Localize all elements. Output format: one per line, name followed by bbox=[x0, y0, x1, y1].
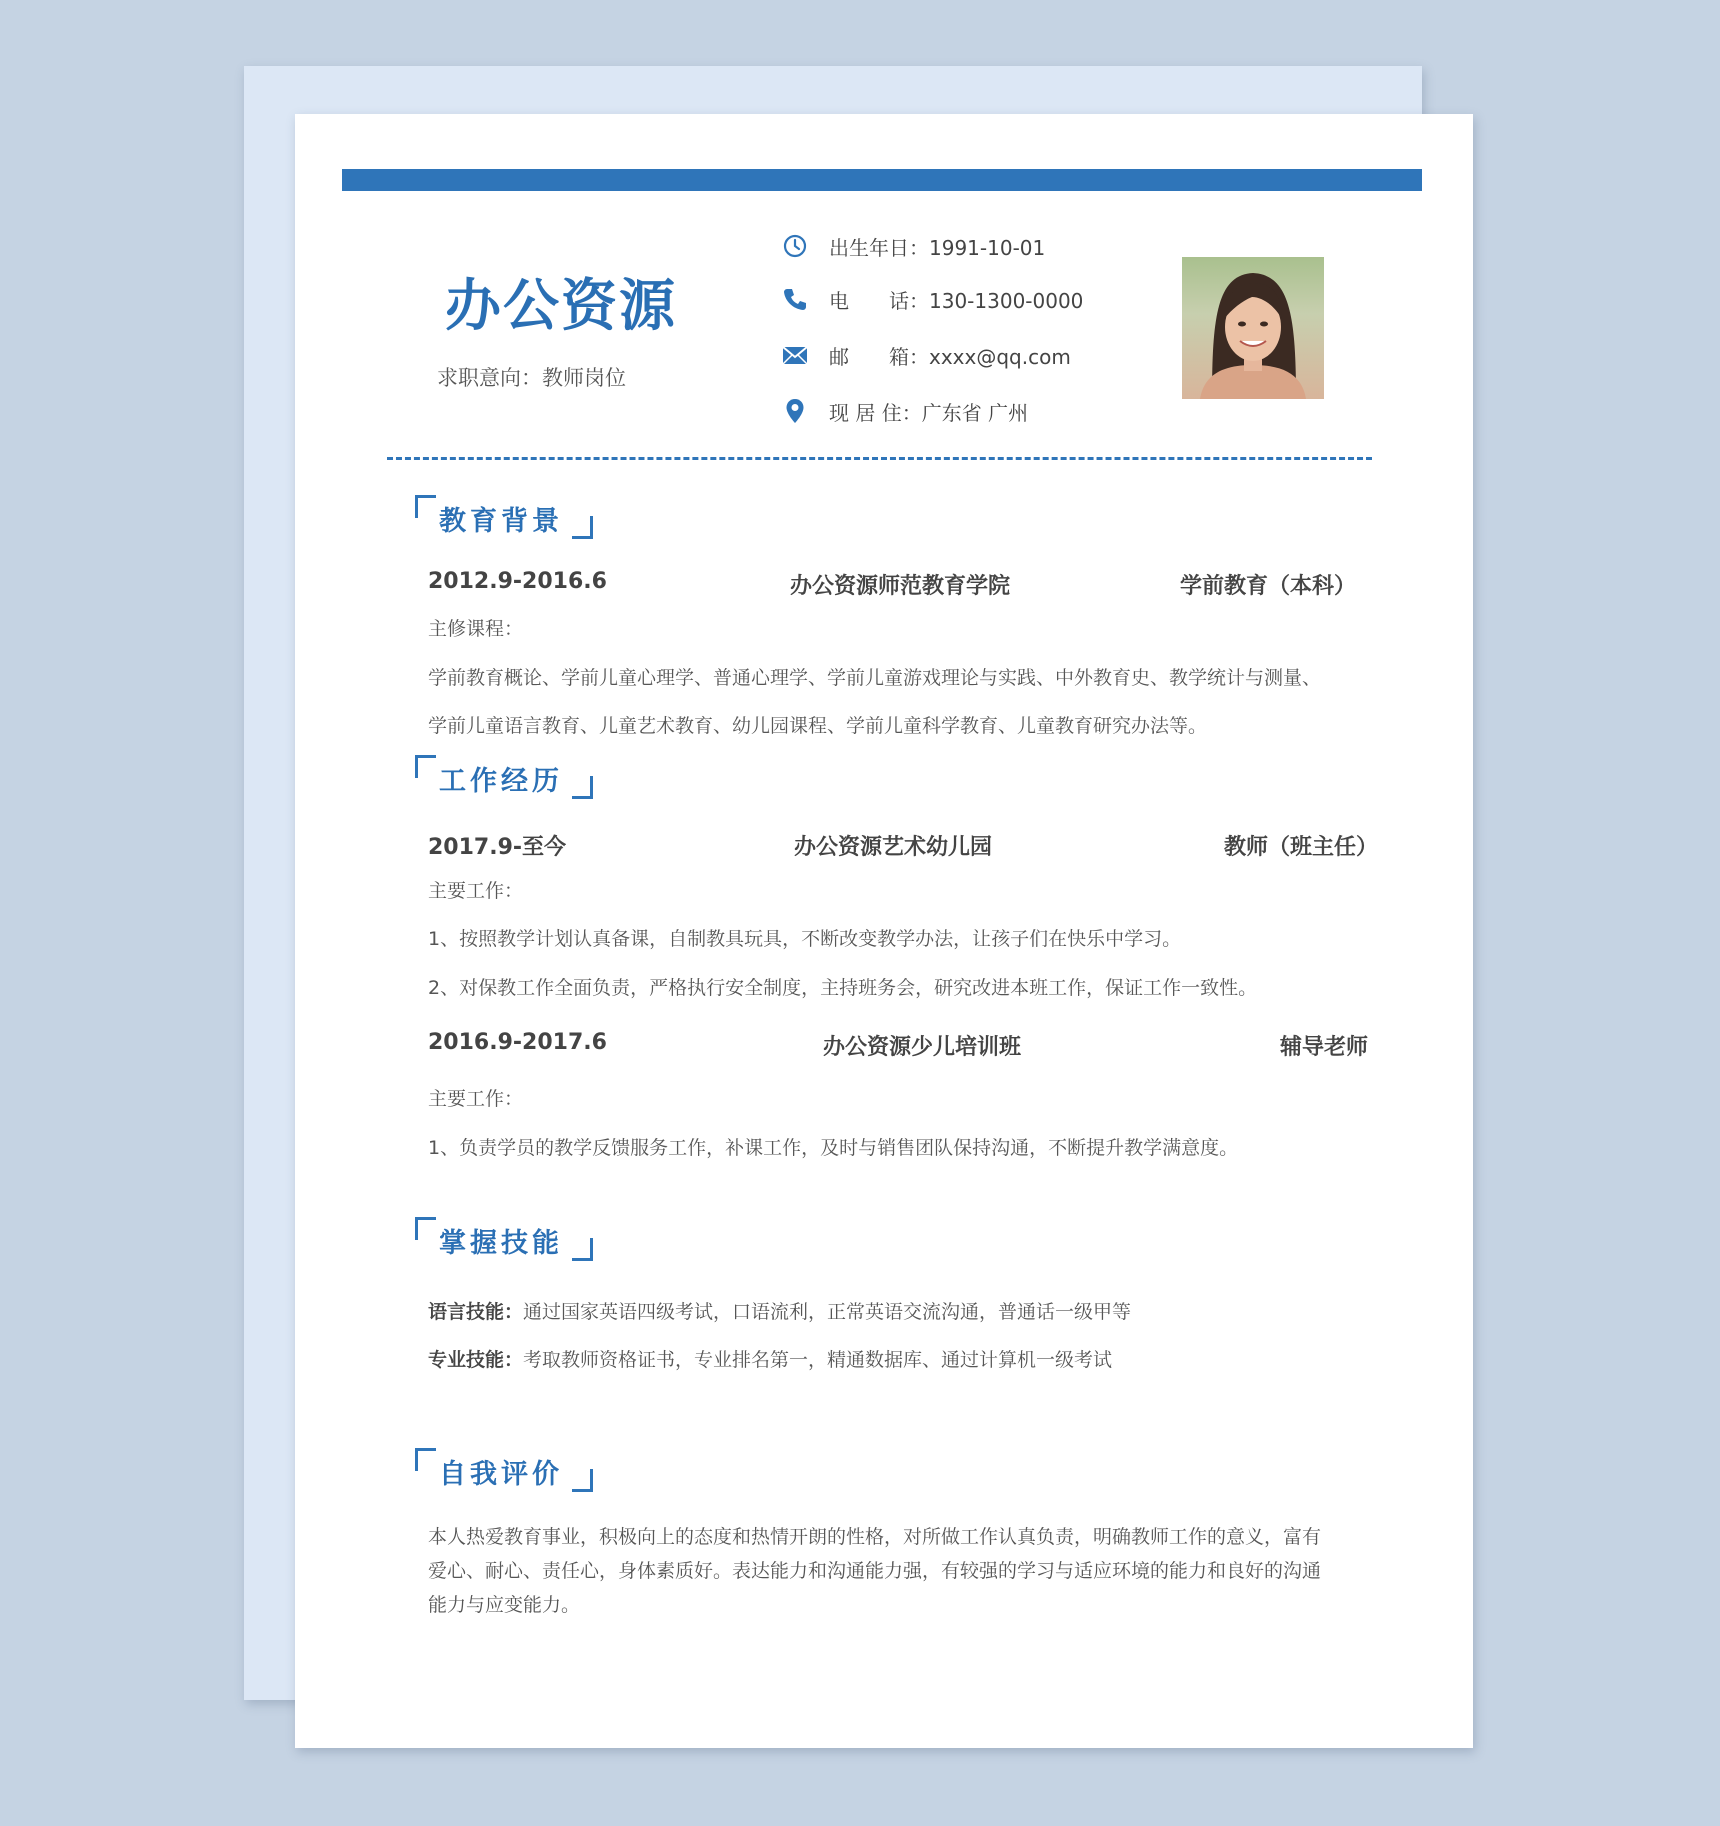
title-corner bbox=[415, 495, 436, 518]
work-entry-header bbox=[428, 830, 1378, 860]
info-email bbox=[781, 340, 1071, 370]
info-phone bbox=[781, 284, 1083, 314]
work-entry-header bbox=[428, 1030, 1368, 1060]
self-evaluation-text: 本人热爱教育事业，积极向上的态度和热情开朗的性格，对所做工作认真负责，明确教师工作的意义，富有爱心、耐心、责任心，身体素质好。表达能力和沟通能力强，有较强的学习与适应环境的能力和良好的沟通能力与应变能力。 bbox=[428, 1526, 1322, 1616]
job-objective: 求职意向：教师岗位 bbox=[437, 366, 626, 390]
work-date: 2017.9-至今 bbox=[428, 835, 567, 860]
work-duty-item: 1、按照教学计划认真备课，自制教具玩具，不断改变教学办法，让孩子们在快乐中学习。 bbox=[428, 928, 1182, 950]
candidate-name: 办公资源 bbox=[445, 274, 677, 339]
phone-text: 电 话：130-1300-0000 bbox=[829, 288, 1084, 313]
section-title-text: 掌握技能 bbox=[439, 1228, 563, 1259]
resume-page bbox=[295, 114, 1473, 1748]
work-duty-item: 1、负责学员的教学反馈服务工作，补课工作，及时与销售团队保持沟通，不断提升教学满意度。 bbox=[428, 1137, 1239, 1159]
education-entry-header bbox=[428, 569, 1368, 599]
professional-skill-label: 专业技能： bbox=[428, 1349, 524, 1371]
title-corner bbox=[415, 1448, 436, 1471]
info-birth bbox=[781, 231, 1045, 261]
section-title-work bbox=[415, 755, 593, 799]
education-date: 2012.9-2016.6 bbox=[428, 569, 607, 594]
section-title-text: 自我评价 bbox=[439, 1459, 563, 1490]
professional-skill-text: 考取教师资格证书，专业排名第一，精通数据库、通过计算机一级考试 bbox=[523, 1349, 1113, 1371]
profile-photo bbox=[1182, 257, 1324, 399]
email-text: 邮 箱：xxxx@qq.com bbox=[829, 344, 1071, 369]
section-title-text: 教育背景 bbox=[439, 506, 563, 537]
education-major: 学前教育（本科） bbox=[1179, 574, 1356, 599]
location-pin-icon bbox=[781, 397, 809, 425]
work-date: 2016.9-2017.6 bbox=[428, 1030, 607, 1055]
education-school: 办公资源师范教育学院 bbox=[790, 574, 1011, 599]
title-corner bbox=[572, 1238, 593, 1261]
work-role: 辅导老师 bbox=[1279, 1035, 1368, 1060]
title-corner bbox=[572, 776, 593, 799]
work-org: 办公资源艺术幼儿园 bbox=[794, 835, 993, 860]
work-duty-item: 2、对保教工作全面负责，严格执行安全制度，主持班务会，研究改进本班工作，保证工作一致性。 bbox=[428, 977, 1258, 999]
courses-line: 学前教育概论、学前儿童心理学、普通心理学、学前儿童游戏理论与实践、中外教育史、教学统计与测量、 bbox=[428, 667, 1322, 689]
clock-icon bbox=[781, 232, 809, 260]
language-skill-text: 通过国家英语四级考试，口语流利，正常英语交流沟通，普通话一级甲等 bbox=[523, 1301, 1132, 1323]
section-title-education bbox=[415, 495, 593, 539]
section-title-self-evaluation bbox=[415, 1448, 593, 1492]
work-duties-label: 主要工作： bbox=[428, 880, 524, 902]
title-corner bbox=[415, 1217, 436, 1240]
mail-icon bbox=[781, 341, 809, 369]
info-address bbox=[781, 396, 1028, 426]
title-corner bbox=[572, 1469, 593, 1492]
language-skill bbox=[428, 1297, 1131, 1324]
courses-label: 主修课程： bbox=[428, 618, 524, 640]
header-accent-bar bbox=[342, 169, 1422, 191]
courses-line: 学前儿童语言教育、儿童艺术教育、幼儿园课程、学前儿童科学教育、儿童教育研究办法等。 bbox=[428, 715, 1208, 737]
work-duties-label: 主要工作： bbox=[428, 1088, 524, 1110]
phone-icon bbox=[781, 285, 809, 313]
address-text: 现 居 住：广东省 广州 bbox=[829, 400, 1029, 425]
section-title-skills bbox=[415, 1217, 593, 1261]
work-org: 办公资源少儿培训班 bbox=[823, 1035, 1022, 1060]
work-role: 教师（班主任） bbox=[1223, 835, 1378, 860]
section-title-text: 工作经历 bbox=[439, 766, 563, 797]
title-corner bbox=[415, 755, 436, 778]
language-skill-label: 语言技能： bbox=[428, 1301, 524, 1323]
header-divider bbox=[387, 457, 1372, 460]
professional-skill bbox=[428, 1345, 1112, 1372]
title-corner bbox=[572, 516, 593, 539]
birth-date-text: 出生年日：1991-10-01 bbox=[829, 235, 1046, 260]
